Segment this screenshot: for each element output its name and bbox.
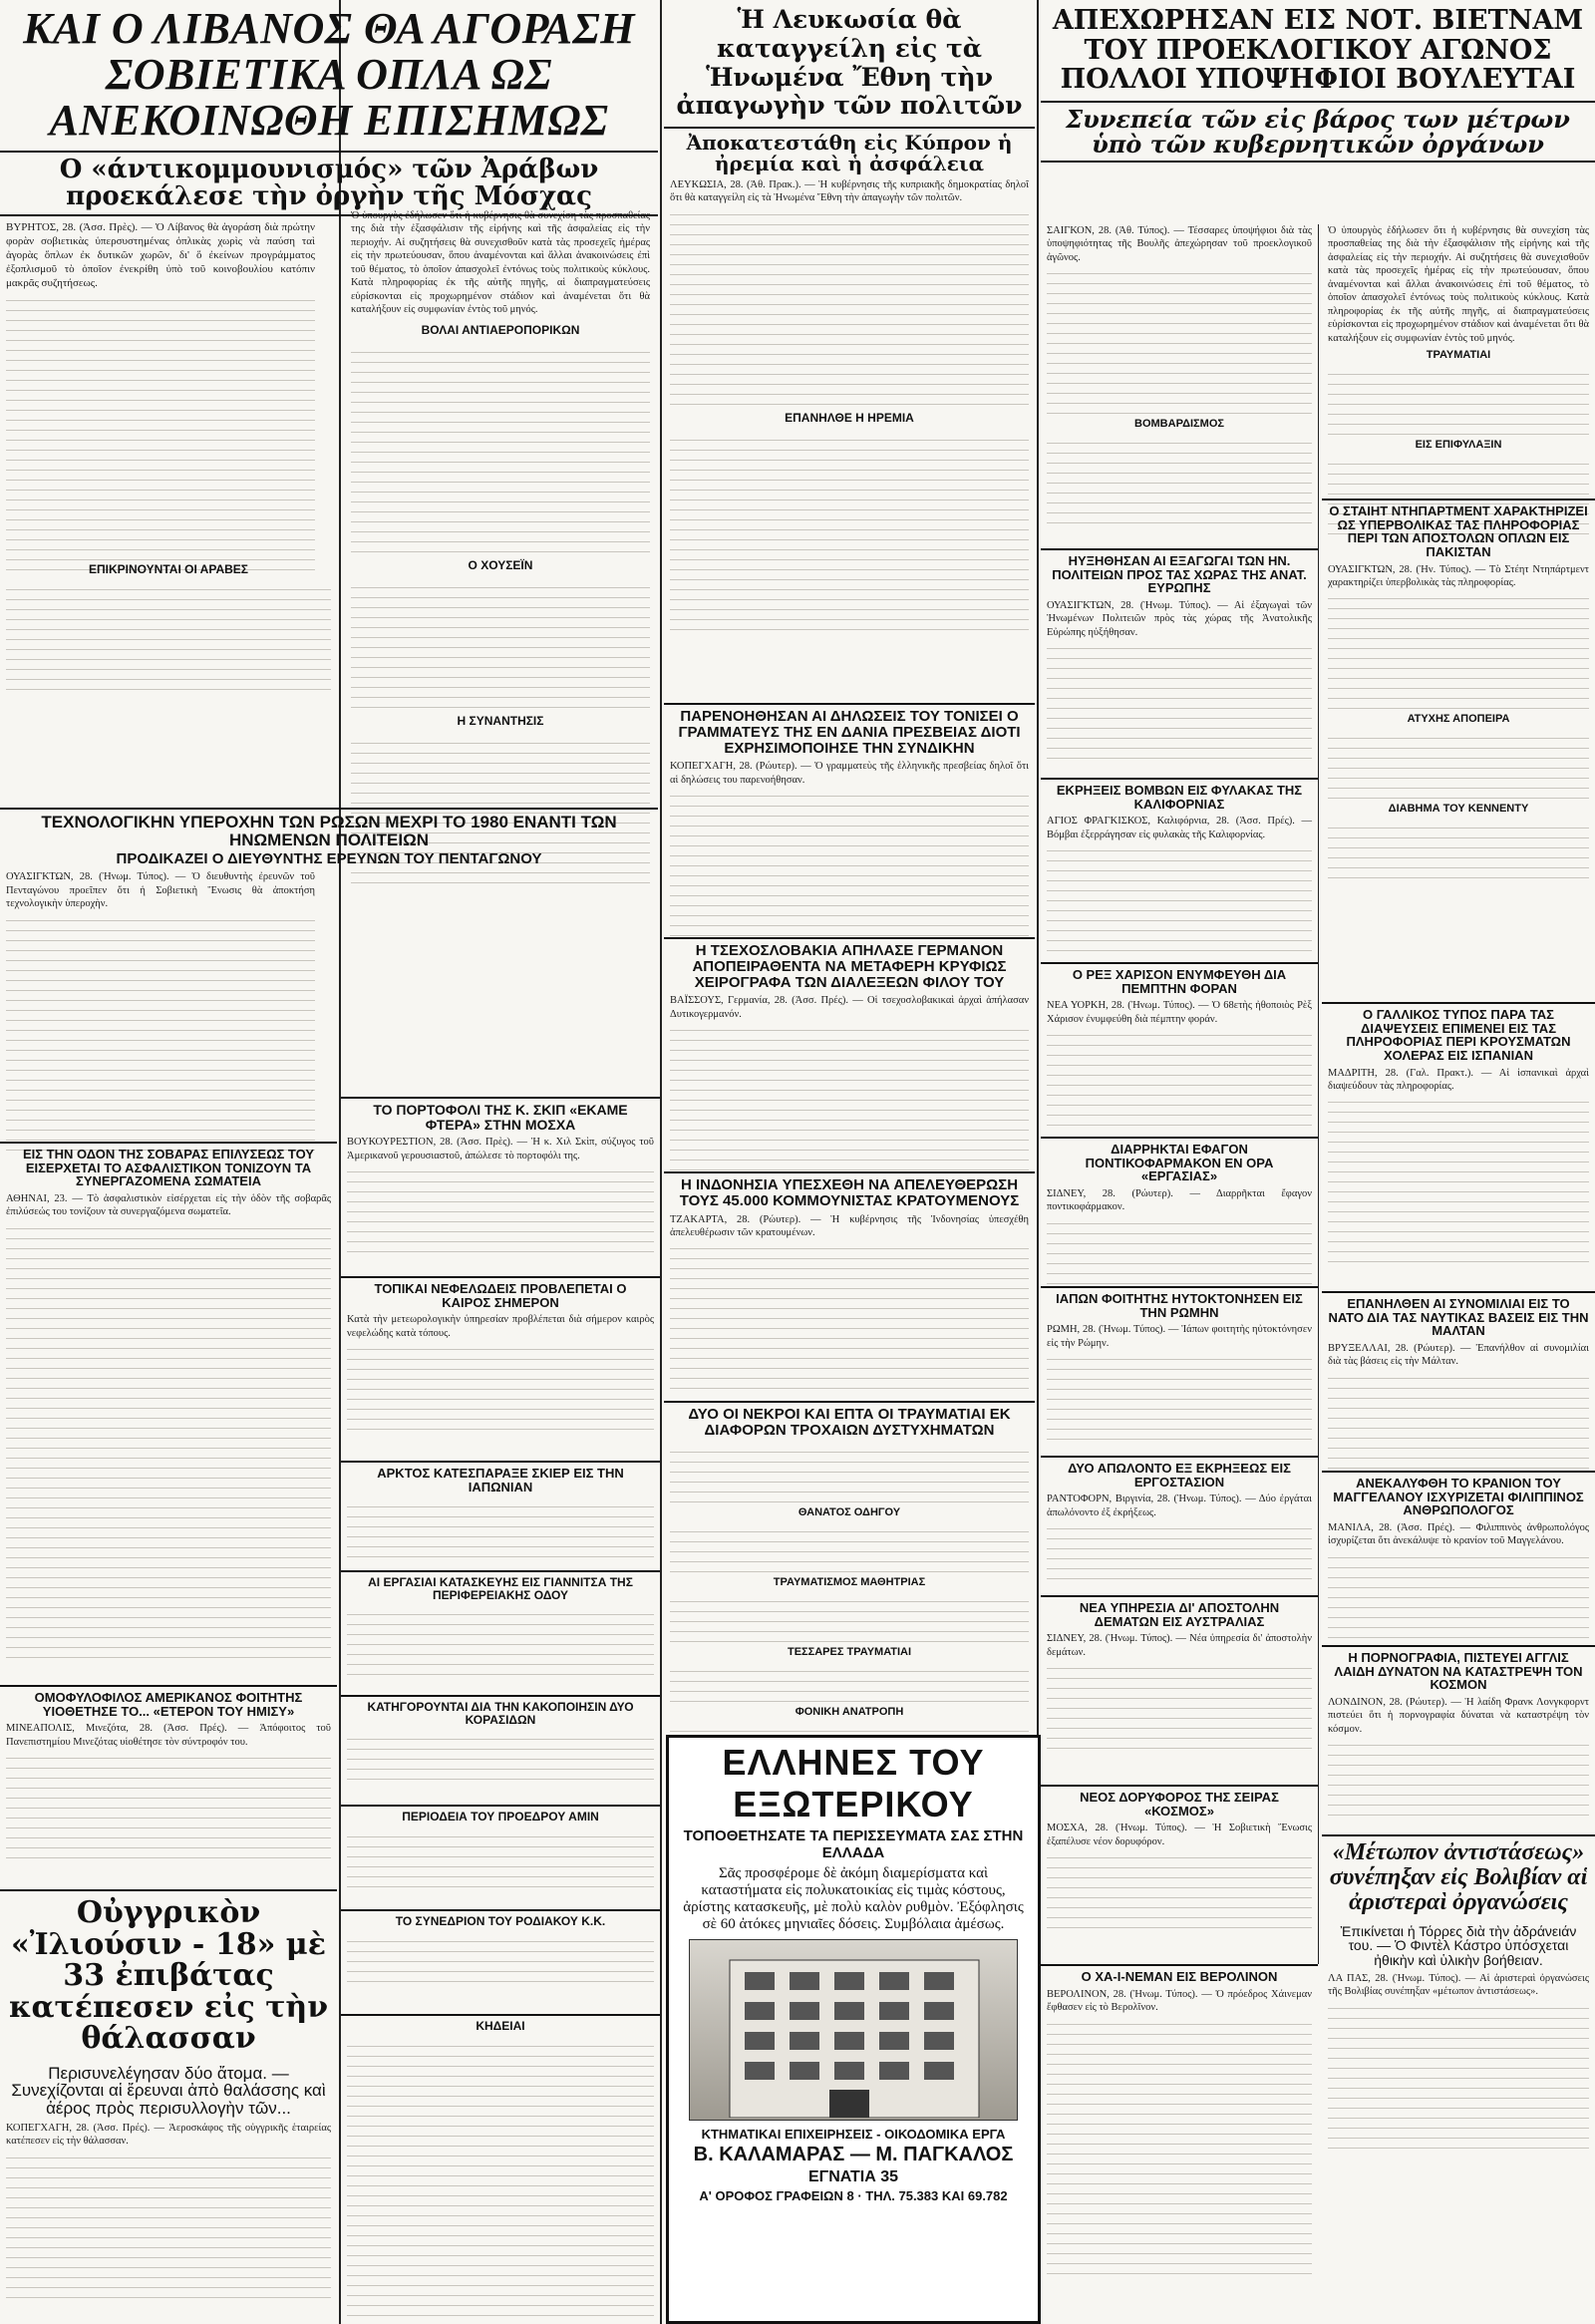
kosmos-dateline: ΜΟΣΧΑ, 28. (Ἡνωμ. Τύπος). — Ἡ Σοβιετικὴ Ἕνωσις ἐξαπέλυσε νέον δορυφόρον. — [1047, 1823, 1312, 1847]
tonisi-headline: ΠΑΡΕΝΟΗΘΗΣΑΝ ΑΙ ΔΗΛΩΣΕΙΣ ΤΟΥ ΤΟΝΙΣΕΙ Ο ΓΡΑΜΜΑΤΕΥΣ ΤΗΣ ΕΝ ΔΑΝΙΑ ΠΡΕΣΒΕΙΑΣ ΔΙΟΤΙ ΕΧΡΗΣΙΜΟΠΟΙΗΣΕ ΤΗΝ ΣΥΝΔΙΚΗΝ — [678, 708, 1021, 757]
japanese-dateline: ΡΩΜΗ, 28. (Ἡνωμ. Τύπος). — Ἰάπων φοιτητὴς ηὐτοκτόνησεν εἰς τὴν Ρώμην. — [1047, 1324, 1312, 1349]
kosmos-headline: ΝΕΟΣ ΔΟΡΥΦΟΡΟΣ ΤΗΣ ΣΕΙΡΑΣ «ΚΟΣΜΟΣ» — [1080, 1790, 1279, 1819]
cholera-dateline: ΜΑΔΡΙΤΗ, 28. (Γαλ. Πρακτ.). — Αἱ ἱσπανικαὶ ἀρχαὶ διαψεύδουν τὰς πληροφορίας. — [1328, 1067, 1589, 1092]
accidents-sub3: ΤΕΣΣΑΡΕΣ ΤΡΑΥΜΑΤΙΑΙ — [787, 1645, 912, 1658]
czech-section — [664, 937, 1035, 1170]
lebanon-dateline: ΒΥΡΗΤΟΣ, 28. (Ἀσσ. Πρὲς). — Ὁ Λίβανος θὰ ἀγοράση διὰ πρώτην φορὰν σοβιετικὰς ὑπερσυστημένας ὁπλικὰς χωρὶς νὰ παύση ταὶ ἀγορὰς ὅπλων ἐκ δυτικῶν χωρῶν, δι' ὅ ἐκείνων προγράμματος ἐξοπλισμοῦ τὸ ὁποῖον ἐνεκρίθη ὑπὸ τοῦ κοινοβουλίου κατόπιν μακρᾶς συζητήσεως. — [6, 221, 315, 290]
factory-dateline: ΡΑΝΤΟΦΟΡΝ, Βιργινία, 28. (Ἡνωμ. Τύπος). — Δύο ἐργάται ἀπωλόνοντο ἐξ ἐκρήξεως. — [1047, 1494, 1312, 1518]
porn-section — [1322, 1645, 1595, 1816]
tonisi-dateline: ΚΟΠΕΓΧΑΓΗ, 28. (Ρώυτερ). — Ὁ γραμματεὺς τῆς ἑλληνικῆς πρεσβείας δηλοῖ ὅτι αἱ δηλώσεις του παρενοήθησαν. — [670, 761, 1029, 786]
vietnam-continued-text: Ὁ ὑπουργὸς ἐδήλωσεν ὅτι ἡ κυβέρνησις θὰ συνεχίση τὰς προσπαθείας της διὰ τὴν ἐξασφάλισιν τῆς εἰρήνης καὶ τῆς ἀσφαλείας εἰς τὴν περιοχήν. Αἱ συζητήσεις θὰ συνεχισθοῦν κατὰ τὰς προσεχεῖς ἡμέρας εἰς τὴν πρωτεύουσαν, ὅπου ἀναμένονται καὶ ἄλλαι ἀνακοινώσεις ἐπὶ τοῦ θέματος, τὸ ὁποῖον ἀπασχολεῖ ἐντόνως τοὺς πολιτικοὺς κύκλους. Κατὰ πληροφορίας ἐκ τῆς αὐτῆς πηγῆς, αἱ διαπραγματεύσεις εὑρίσκονται εἰς προχωρημένον στάδιον καὶ ἀναμένεται ὅτι θὰ καταλήξουν εἰς συμφωνίαν ἐντὸς τοῦ μηνός. — [1328, 225, 1589, 344]
accidents-sub4: ΦΟΝΙΚΗ ΑΝΑΤΡΟΠΗ — [795, 1705, 904, 1718]
lebanon-subhead: Ο «άντικομμουνισμός» τῶν Ἀράβων προεκάλεσε τὴν ὀργὴν τῆς Μόσχας — [0, 151, 658, 217]
strike-headline: ΕΙΣ ΤΗΝ ΟΔΟΝ ΤΗΣ ΣΟΒΑΡΑΣ ΕΠΙΛΥΣΕΩΣ ΤΟΥ ΕΙΣΕΡΧΕΤΑΙ ΤΟ ΑΣΦΑΛΙΣΤΙΚΟΝ ΤΟΝΙΖΟΥΝ ΤΑ ΣΥΝΕΡΓΑΖΟΜΕΝΑ ΣΩΜΑΤΕΙΑ — [22, 1147, 315, 1189]
works-body-text — [347, 1605, 654, 1675]
works-section — [341, 1570, 660, 1675]
indonesia-dateline: ΤΖΑΚΑΡΤΑ, 28. (Ρώυτερ). — Ἡ κυβέρνησις τῆς Ἰνδονησίας ὑπεσχέθη ἀπελευθέρωσιν τῶν κρατουμένων. — [670, 1213, 1029, 1238]
lefkosia-body-text — [670, 205, 1029, 405]
accidents-sub2-text — [670, 1592, 1029, 1642]
vietnam-headline: ΑΠΕΧΩΡΗΣΑΝ ΕΙΣ ΝΟΤ. ΒΙΕΤΝΑΜ ΤΟΥ ΠΡΟΕΚΛΟΓΙΚΟΥ ΑΓΩΝΟΣ ΠΟΛΛΟΙ ΥΠΟΨΗΦΙΟΙ ΒΟΥΛΕΥΤΑΙ — [1052, 5, 1584, 96]
exports-dateline: ΟΥΑΣΙΓΚΤΩΝ, 28. (Ἡνωμ. Τύπος). — Αἱ ἐξαγωγαὶ τῶν Ἡνωμένων Πολιτειῶν πρὸς τὰς χώρας τῆς Ἀνατολικῆς Εὐρώπης ηὐξήθησαν. — [1047, 599, 1312, 638]
nato-section — [1322, 1291, 1595, 1469]
pakistan-section — [1322, 498, 1595, 878]
bombs-body-text — [1047, 841, 1312, 951]
powder-section — [1041, 1137, 1318, 1284]
tech-body-text — [6, 911, 315, 1151]
amin-headline: ΠΕΡΙΟΔΕΙΑ ΤΟΥ ΠΡΟΕΔΡΟΥ ΑΜΙΝ — [402, 1810, 599, 1824]
magellan-section — [1322, 1471, 1595, 1638]
accidents-body-text — [670, 1443, 1029, 1502]
works-headline: ΑΙ ΕΡΓΑΣΙΑΙ ΚΑΤΑΣΚΕΥΗΣ ΕΙΣ ΓΙΑΝΝΙΤΣΑ ΤΗΣ ΠΕΡΙΦΕΡΕΙΑΚΗΣ ΟΔΟΥ — [368, 1575, 633, 1602]
ad-subtitle: ΤΟΠΟΘΕΤΗΣΑΤΕ ΤΑ ΠΕΡΙΣΣΕΥΜΑΤΑ ΣΑΣ ΣΤΗΝ ΕΛΛΑΔΑ — [683, 1827, 1024, 1861]
accidents-sub2: ΤΡΑΥΜΑΤΙΣΜΟΣ ΜΑΘΗΤΡΙΑΣ — [773, 1575, 926, 1588]
vietnam-col-a — [1041, 224, 1318, 523]
ad-street: ΕΓΝΑΤΙΑ 35 — [807, 2168, 899, 2185]
kideiai-headline: ΚΗΔΕΙΑΙ — [476, 2019, 525, 2033]
vietnam-epifylaxi-subtitle: ΕΙΣ ΕΠΙΦΥΛΑΞΙΝ — [1415, 438, 1502, 451]
weather-section — [341, 1276, 660, 1430]
porn-body-text — [1328, 1736, 1589, 1816]
synedrion-section — [341, 1909, 660, 1987]
portofoli-headline: ΤΟ ΠΟΡΤΟΦΟΛΙ ΤΗΣ Κ. ΣΚΙΠ «ΕΚΑΜΕ ΦΤΕΡΑ» ΣΤΗΝ ΜΟΣΧΑ — [373, 1102, 628, 1133]
pakistan-sub1: ΑΤΥΧΗΣ ΑΠΟΠΕΙΡΑ — [1407, 713, 1510, 726]
factory-headline: ΔΥΟ ΑΠΩΛΟΝΤΟ ΕΞ ΕΚΡΗΞΕΩΣ ΕΙΣ ΕΡΓΟΣΤΑΣΙΟΝ — [1068, 1461, 1291, 1490]
accidents-sub3-text — [670, 1662, 1029, 1702]
bolivia-headline: «Μέτωπον ἀντιστάσεως» συνέπηξαν εἰς Βολιβίαν αἱ ἀριστεραὶ ὀργανώσεις — [1329, 1839, 1588, 1916]
japanese-headline: ΙΑΠΩΝ ΦΟΙΤΗΤΗΣ ΗΥΤΟΚΤΟΝΗΣΕΝ ΕΙΣ ΤΗΝ ΡΩΜΗΝ — [1056, 1291, 1303, 1320]
synedrion-headline: ΤΟ ΣΥΝΕΔΡΙΟΝ ΤΟΥ ΡΟΔΙΑΚΟΥ Κ.Κ. — [395, 1914, 606, 1928]
lefkosia-calm-subtitle: ΕΠΑΝΗΛΘΕ Η ΗΡΕΜΙΑ — [785, 410, 914, 425]
vietnam-body-text — [1047, 264, 1312, 414]
xouseyn-subtitle: Ο ΧΟΥΣΕΪΝ — [468, 557, 533, 572]
pakistan-headline: Ο ΣΤΑΙΗΤ ΝΤΗΠΑΡΤΜΕΝΤ ΧΑΡΑΚΤΗΡΙΖΕΙ ΩΣ ΥΠΕΡΒΟΛΙΚΑΣ ΤΑΣ ΠΛΗΡΟΦΟΡΙΑΣ ΠΕΡΙ ΤΩΝ ΑΠΟΣΤΟΛΩΝ ΟΠΛΩΝ ΕΙΣ ΠΑΚΙΣΤΑΝ — [1329, 503, 1588, 559]
cholera-body-text — [1328, 1093, 1589, 1262]
strike-section — [0, 1142, 337, 1658]
nato-headline: ΕΠΑΝΗΛΘΕΝ ΑΙ ΣΥΝΟΜΙΛΙΑΙ ΕΙΣ ΤΟ ΝΑΤΟ ΔΙΑ ΤΑΣ ΝΑΥΤΙΚΑΣ ΒΑΣΕΙΣ ΕΙΣ ΤΗΝ ΜΑΛΤΑΝ — [1328, 1296, 1589, 1339]
porn-dateline: ΛΟΝΔΙΝΟΝ, 28. (Ρώυτερ). — Ἡ λαίδη Φρανκ Λονγκφορντ πιστεύει ὅτι ἡ πορνογραφία δύναται νὰ καταστρέψη τὸν κόσμον. — [1328, 1696, 1589, 1735]
building-illustration — [689, 1939, 1018, 2121]
army-body-text — [351, 343, 650, 552]
factory-body-text — [1047, 1519, 1312, 1579]
vietnam-col-b — [1322, 224, 1595, 534]
ad-body: Σᾶς προσφέρομε δὲ ἀκόμη διαμερίσματα καὶ καταστήματα εἰς πολυκατοικίας εἰς τιμὰς κόστους, ἀρίστης κατασκευῆς, μὲ πολὺ καλὸν ρυθμὸν. Ἐξόφλησις σὲ 60 ἀτόκες μηνιαῖες δόσεις. Συμβόλαια ἀμέσως. — [683, 1865, 1024, 1932]
accidents-section — [664, 1401, 1035, 1762]
accidents-sub1: ΘΑΝΑΤΟΣ ΟΔΗΓΟΥ — [798, 1505, 901, 1518]
bolivia-section — [1322, 1834, 1595, 2149]
weather-dateline: Κατὰ τὴν μετεωρολογικὴν ὑπηρεσίαν προβλέπεται διὰ σήμερον καιρὸς νεφελώδης κατὰ τόπους. — [347, 1314, 654, 1339]
accidents-sub1-text — [670, 1522, 1029, 1572]
czech-body-text — [670, 1021, 1029, 1170]
vietnam-trauma-text — [1328, 365, 1589, 435]
tech-dateline: ΟΥΑΣΙΓΚΤΩΝ, 28. (Ἡνωμ. Τύπος). — Ὁ διευθυντὴς ἐρευνῶν τοῦ Πενταγώνου προεῖπεν ὅτι ἡ Σοβιετικὴ Ἕνωσις θὰ ἀποκτήση τεχνολογικὴν ὑπεροχὴν. — [6, 871, 315, 910]
left-mid-column — [345, 209, 656, 883]
harrison-dateline: ΝΕΑ ΥΟΡΚΗ, 28. (Ἡνωμ. Τύπος). — Ὁ 68ετὴς ἠθοποιὸς Ρὲξ Χάρισον ἐνυμφεύθη διὰ πέμπτην φοράν. — [1047, 1000, 1312, 1025]
army-subtitle: ΒΟΛΑΙ ΑΝΤΙΑΕΡΟΠΟΡΙΚΩΝ — [421, 322, 580, 337]
plane-headline: Οὐγγρικὸν «Ἰλιούσιν - 18» μὲ 33 ἐπιβάτας κατέπεσεν εἰς τὴν θάλασσαν — [8, 1895, 329, 2056]
newservice-body-text — [1047, 1659, 1312, 1749]
kideiai-body-text — [347, 2037, 654, 2316]
bombs-section — [1041, 778, 1318, 951]
kosmos-body-text — [1047, 1848, 1312, 1928]
amin-body-text — [347, 1827, 654, 1887]
powder-dateline: ΣΙΔΝΕΥ, 28. (Ρώυτερ). — Διαρρῆκται ἔφαγον ποντικοφάρμακον. — [1047, 1187, 1312, 1213]
vietnam-subhead: Συνεπεία τῶν εἰς βάρος των μέτρων ὑπὸ τῶν κυβερνητικῶν ὀργάνων — [1041, 101, 1595, 163]
pakistan-sub1-text — [1328, 729, 1589, 799]
building-icon — [690, 1940, 1017, 2118]
xa-neman-section — [1041, 1964, 1318, 2274]
xa-neman-headline: Ο ΧΑ-Ι-ΝΕΜΑΝ ΕΙΣ ΒΕΡΟΛΙΝΟΝ — [1081, 1969, 1278, 1984]
ad-title: ΕΛΛΗΝΕΣ ΤΟΥ ΕΞΩΤΕΡΙΚΟΥ — [722, 1742, 985, 1825]
xa-neman-body-text — [1047, 2015, 1312, 2274]
plane-section — [0, 1889, 337, 2298]
student-dateline: ΜΙΝΕΑΠΟΛΙΣ, Μινεζότα, 28. (Ἀσσ. Πρές). — Ἀπόφοιτος τοῦ Πανεπιστημίου Μινεζότας υἱοθέτησε τὸν σύντροφόν του. — [6, 1723, 331, 1748]
exports-body-text — [1047, 639, 1312, 759]
lebanon-continued-text: Ὁ ὑπουργὸς ἐδήλωσεν ὅτι ἡ κυβέρνησις θὰ συνεχίση τὰς προσπαθείας της διὰ τὴν ἐξασφάλισιν τῆς εἰρήνης καὶ τῆς ἀσφαλείας εἰς τὴν περιοχήν. Αἱ συζητήσεις θὰ συνεχισθοῦν κατὰ τὰς προσεχεῖς ἡμέρας εἰς τὴν πρωτεύουσαν, ὅπου ἀναμένονται καὶ ἄλλαι ἀνακοινώσεις ἐπὶ τοῦ θέματος, τὸ ὁποῖον ἀπασχολεῖ ἐντόνως τοὺς πολιτικοὺς κύκλους. Κατὰ πληροφορίας ἐκ τῆς αὐτῆς πηγῆς, αἱ διαπραγματεύσεις εὑρίσκονται εἰς προχωρημένον στάδιον καὶ ἀναμένεται ὅτι θὰ καταλήξουν εἰς συμφωνίαν ἐντὸς τοῦ μηνός. — [351, 210, 650, 316]
powder-body-text — [1047, 1214, 1312, 1284]
arktos-headline: ΑΡΚΤΟΣ ΚΑΤΕΣΠΑΡΑΞΕ ΣΚΙΕΡ ΕΙΣ ΤΗΝ ΙΑΠΩΝΙΑΝ — [377, 1466, 624, 1494]
tonisi-body-text — [670, 787, 1029, 936]
bombs-headline: ΕΚΡΗΞΕΙΣ ΒΟΜΒΩΝ ΕΙΣ ΦΥΛΑΚΑΣ ΤΗΣ ΚΑΛΙΦΟΡΝΙΑΣ — [1056, 783, 1303, 812]
bolivia-dateline: ΛΑ ΠΑΣ, 28. (Ἡνωμ. Τύπος). — Αἱ ἀριστεραὶ ὀργανώσεις τῆς Βολιβίας συνέπηξαν «μέτωπον ἀντιστάσεως». — [1328, 1972, 1589, 1998]
newservice-dateline: ΣΙΔΝΕΥ, 28. (Ἡνωμ. Τύπος). — Νέα ὑπηρεσία δι' ἀποστολὴν δεμάτων. — [1047, 1633, 1312, 1658]
plane-dateline: ΚΟΠΕΓΧΑΓΗ, 28. (Ἀσσ. Πρές). — Ἀεροσκάφος τῆς οὐγγρικῆς ἑταιρείας κατέπεσεν εἰς τὴν θάλασσαν. — [6, 2123, 331, 2148]
newservice-section — [1041, 1595, 1318, 1749]
harrison-headline: Ο ΡΕΞ ΧΑΡΙΣΟΝ ΕΝΥΜΦΕΥΘΗ ΔΙΑ ΠΕΜΠΤΗΝ ΦΟΡΑΝ — [1072, 967, 1287, 996]
arabs-subtitle: ΕΠΙΚΡΙΝΟΥΝΤΑΙ ΟΙ ΑΡΑΒΕΣ — [89, 562, 248, 576]
plane-subhead: Περισυνελέγησαν δύο ἄτομα. — Συνεχίζονται αἱ ἔρευναι ἀπὸ θαλάσσης καὶ ἀέρος πρὸς περισυλλογὴν τῶν... — [11, 2063, 326, 2119]
bolivia-subhead: Ἐπικίνεται ἡ Τόρρες διὰ τὴν ἀδράνειάν του. — Ὁ Φιντὲλ Κάστρο ὑπόσχεται ἠθικὴν καὶ ὑλικὴν βοήθειαν. — [1340, 1922, 1577, 1968]
synedrion-body-text — [347, 1932, 654, 1987]
vietnam-trauma-subtitle: ΤΡΑΥΜΑΤΙΑΙ — [1426, 348, 1491, 361]
newservice-headline: ΝΕΑ ΥΠΗΡΕΣΙΑ ΔΙ' ΑΠΟΣΤΟΛΗΝ ΔΕΜΑΤΩΝ ΕΙΣ ΑΥΣΤΡΑΛΙΑΣ — [1079, 1600, 1280, 1629]
column-rule — [1318, 224, 1319, 1964]
japanese-body-text — [1047, 1350, 1312, 1440]
lefkosia-dateline: ΛΕΥΚΩΣΙΑ, 28. (Ἀθ. Πρακ.). — Ἡ κυβέρνησις τῆς κυπριακῆς δημοκρατίας δηλοῖ ὅτι θὰ καταγγείλη εἰς τὰ Ἡνωμένα Ἔθνη τὴν ἀπαγωγὴν τῶν πολιτῶν. — [670, 179, 1029, 204]
kideiai-section — [341, 2014, 660, 2316]
pakistan-body-text — [1328, 589, 1589, 709]
nato-dateline: ΒΡΥΞΕΛΛΑΙ, 28. (Ρώυτερ). — Ἐπανήλθον αἱ συνομιλίαι διὰ τὰς βάσεις εἰς τὴν Μάλταν. — [1328, 1342, 1589, 1368]
kakopoiisi-headline: ΚΑΤΗΓΟΡΟΥΝΤΑΙ ΔΙΑ ΤΗΝ ΚΑΚΟΠΟΙΗΣΙΝ ΔΥΟ ΚΟΡΑΣΙΔΩΝ — [367, 1700, 634, 1727]
indonesia-section — [664, 1171, 1035, 1389]
factory-section — [1041, 1456, 1318, 1579]
synantisi-subtitle: Η ΣΥΝΑΝΤΗΣΙΣ — [457, 713, 544, 728]
ad-firm: Β. ΚΑΛΑΜΑΡΑΣ — Μ. ΠΑΓΚΑΛΟΣ — [693, 2144, 1014, 2165]
harrison-body-text — [1047, 1026, 1312, 1126]
lebanon-headline: ΚΑΙ Ο ΛΙΒΑΝΟΣ ΘΑ ΑΓΟΡΑΣΗ ΣΟΒΙΕΤΙΚΑ ΟΠΛΑ ΩΣ ΑΝΕΚΟΙΝΩΘΗ ΕΠΙΣΗΜΩΣ — [23, 4, 635, 146]
lebanon-body-text — [6, 291, 315, 570]
magellan-dateline: ΜΑΝΙΛΑ, 28. (Ἀσσ. Πρές). — Φιλιππινὸς ἀνθρωπολόγος ἰσχυρίζεται ὅτι ἀνεκάλυψε τὸ κρανίον τοῦ Μαγγελάνου. — [1328, 1521, 1589, 1547]
arktos-section — [341, 1461, 660, 1557]
real-estate-ad — [666, 1735, 1041, 2324]
magellan-headline: ΑΝΕΚΑΛΥΦΘΗ ΤΟ ΚΡΑΝΙΟΝ ΤΟΥ ΜΑΓΓΕΛΑΝΟΥ ΙΣΧΥΡΙΖΕΤΑΙ ΦΙΛΙΠΠΙΝΟΣ ΑΝΘΡΩΠΟΛΟΓΟΣ — [1333, 1476, 1584, 1518]
xa-neman-dateline: ΒΕΡΟΛΙΝΟΝ, 28. (Ἡνωμ. Τύπος). — Ὁ πρόεδρος Χάινεμαν ἔφθασεν εἰς τὸ Βερολῖνον. — [1047, 1988, 1312, 2014]
kakopoiisi-section — [341, 1695, 660, 1780]
xouseyn-body-text — [351, 578, 650, 708]
pakistan-sub2-text — [1328, 819, 1589, 878]
column-rule — [660, 0, 662, 2324]
czech-dateline: ΒΑΪΣΣΟΥΣ, Γερμανία, 28. (Ἀσσ. Πρές). — Οἱ τσεχοσλοβακικαὶ ἀρχαὶ ἀπήλασαν Δυτικογερμανόν. — [670, 995, 1029, 1020]
portofoli-dateline: ΒΟΥΚΟΥΡΕΣΤΙΟΝ, 28. (Ἀσσ. Πρὲς). — Ἡ κ. Χιλ Σκὶπ, σύζυγος τοῦ Ἀμερικανοῦ γερουσιαστοῦ, ἀπώλεσε τὸ πορτοφόλι της. — [347, 1137, 654, 1162]
hungary-gap-section — [1041, 548, 1318, 759]
pakistan-sub2: ΔΙΑΒΗΜΑ ΤΟΥ ΚΕΝΝΕΝΤΥ — [1388, 803, 1529, 816]
porn-headline: Η ΠΟΡΝΟΓΡΑΦΙΑ, ΠΙΣΤΕΥΕΙ ΑΓΓΛΙΣ ΛΑΙΔΗ ΔΥΝΑΤΟΝ ΝΑ ΚΑΤΑΣΤΡΕΨΗ ΤΟΝ ΚΟΣΜΟΝ — [1334, 1650, 1583, 1693]
tech-subhead: ΠΡΟΔΙΚΑΖΕΙ Ο ΔΙΕΥΘΥΝΤΗΣ ΕΡΕΥΝΩΝ ΤΟΥ ΠΕΝΤΑΓΩΝΟΥ — [116, 849, 542, 867]
lefkosia-calm-body-text — [670, 431, 1029, 630]
lefkosia-headline: Ἡ Λευκωσία θὰ καταγγείλη εἰς τὰ Ἡνωμένα Ἔθνη τὴν ἀπαγωγὴν τῶν πολιτῶν — [676, 5, 1023, 121]
vietnam-dateline: ΣΑΙΓΚΟΝ, 28. (Ἀθ. Τύπος). — Τέσσαρες ὑποψήφιοι διὰ τὰς ὑποψηφιότητας τῆς Βουλῆς ἀπεχώρησαν τοῦ προεκλογικοῦ ἀγῶνος. — [1047, 225, 1312, 263]
student-section — [0, 1685, 337, 1858]
magellan-body-text — [1328, 1548, 1589, 1638]
weather-body-text — [347, 1340, 654, 1430]
vietnam-section — [1041, 0, 1595, 163]
amin-section — [341, 1805, 660, 1887]
accidents-headline: ΔΥΟ ΟΙ ΝΕΚΡΟΙ ΚΑΙ ΕΠΤΑ ΟΙ ΤΡΑΥΜΑΤΙΑΙ ΕΚ ΔΙΑΦΟΡΩΝ ΤΡΟΧΑΙΩΝ ΔΥΣΤΥΧΗΜΑΤΩΝ — [688, 1406, 1011, 1439]
nato-body-text — [1328, 1369, 1589, 1469]
indonesia-headline: Η ΙΝΔΟΝΗΣΙΑ ΥΠΕΣΧΕΘΗ ΝΑ ΑΠΕΛΕΥΘΕΡΩΣΗ ΤΟΥΣ 45.000 ΚΟΜΜΟΥΝΙΣΤΑΣ ΚΡΑΤΟΥΜΕΝΟΥΣ — [679, 1176, 1020, 1209]
lefkosia-subhead: Ἀποκατεστάθη εἰς Κύπρον ἡ ἠρεμία καὶ ἡ ἀσφάλεια — [664, 127, 1035, 178]
ad-phone: Α' ΟΡΟΦΟΣ ΓΡΑΦΕΙΩΝ 8 · ΤΗΛ. 75.383 ΚΑΙ 69.782 — [699, 2188, 1008, 2203]
vietnam-bombardments-text — [1047, 434, 1312, 523]
bombs-dateline: ΑΓΙΟΣ ΦΡΑΓΚΙΣΚΟΣ, Καλιφόρνια, 28. (Ἀσσ. Πρές). — Βόμβαι ἐξερράγησαν εἰς φυλακὰς τῆς Καλιφορνίας. — [1047, 816, 1312, 840]
lefkosia-column — [664, 0, 1035, 630]
powder-headline: ΔΙΑΡΡΗΚΤΑΙ ΕΦΑΓΟΝ ΠΟΝΤΙΚΟΦΑΡΜΑΚΟΝ ΕΝ ΟΡΑ «ΕΡΓΑΣΙΑΣ» — [1085, 1142, 1274, 1184]
portofoli-body-text — [347, 1162, 654, 1252]
arktos-body-text — [347, 1497, 654, 1557]
harrison-section — [1041, 962, 1318, 1126]
pakistan-dateline: ΟΥΑΣΙΓΚΤΩΝ, 28. (Ἡν. Τύπος). — Τὸ Στέητ Ντηπάρτμεντ χαρακτηρίζει ὑπερβολικὰς τὰς πληροφορίας. — [1328, 563, 1589, 588]
czech-headline: Η ΤΣΕΧΟΣΛΟΒΑΚΙΑ ΑΠΗΛΑΣΕ ΓΕΡΜΑΝΟΝ ΑΠΟΠΕΙΡΑΘΕΝΤΑ ΝΑ ΜΕΤΑΦΕΡΗ ΚΡΥΦΙΩΣ ΧΕΙΡΟΓΡΑΦΑ ΤΩΝ ΔΙΑΛΕΞΕΩΝ ΦΙΛΟΥ ΤΟΥ — [692, 942, 1007, 991]
portofoli-section — [341, 1097, 660, 1252]
kosmos-section — [1041, 1785, 1318, 1928]
ad-caption: ΚΤΗΜΑΤΙΚΑΙ ΕΠΙΧΕΙΡΗΣΕΙΣ - ΟΙΚΟΔΟΜΙΚΑ ΕΡΓΑ — [701, 2127, 1006, 2142]
tech-headline: ΤΕΧΝΟΛΟΓΙΚΗΝ ΥΠΕΡΟΧΗΝ ΤΩΝ ΡΩΣΩΝ ΜΕΧΡΙ ΤΟ 1980 ΕΝΑΝΤΙ ΤΩΝ ΗΝΩΜΕΝΩΝ ΠΟΛΙΤΕΙΩΝ — [41, 813, 617, 849]
student-headline: ΟΜΟΦΥΛΟΦΙΛΟΣ ΑΜΕΡΙΚΑΝΟΣ ΦΟΙΤΗΤΗΣ ΥΙΟΘΕΤΗΣΕ ΤΟ... «ΕΤΕΡΟΝ ΤΟΥ ΗΜΙΣΥ» — [34, 1690, 303, 1719]
arabs-body-text — [6, 580, 331, 690]
indonesia-body-text — [670, 1239, 1029, 1389]
weather-headline: ΤΟΠΙΚΑΙ ΝΕΦΕΛΩΔΕΙΣ ΠΡΟΒΛΕΠΕΤΑΙ Ο ΚΑΙΡΟΣ ΣΗΜΕΡΟΝ — [374, 1281, 627, 1310]
strike-body-text — [6, 1219, 331, 1658]
exports-headline: ΗΥΞΗΘΗΣΑΝ ΑΙ ΕΞΑΓΩΓΑΙ ΤΩΝ ΗΝ. ΠΟΛΙΤΕΙΩΝ ΠΡΟΣ ΤΑΣ ΧΩΡΑΣ ΤΗΣ ΑΝΑΤ. ΕΥΡΩΠΗΣ — [1052, 553, 1307, 596]
arabs-section — [0, 558, 337, 690]
student-body-text — [6, 1749, 331, 1858]
tonisi-section — [664, 703, 1035, 936]
kakopoiisi-body-text — [347, 1730, 654, 1780]
vietnam-bombardments-subtitle: ΒΟΜΒΑΡΔΙΣΜΟΣ — [1134, 418, 1224, 431]
japanese-section — [1041, 1286, 1318, 1440]
strike-dateline: ΑΘΗΝΑΙ, 23. — Τὸ ἀσφαλιστικὸν εἰσέρχεται εἰς τὴν ὁδὸν τῆς σοβαρᾶς ἐπιλύσεώς του τονίζουν τὰ συνεργαζόμενα σωματεῖα. — [6, 1192, 331, 1218]
cholera-section — [1322, 1002, 1595, 1262]
bolivia-body-text — [1328, 1999, 1589, 2149]
cholera-headline: Ο ΓΑΛΛΙΚΟΣ ΤΥΠΟΣ ΠΑΡΑ ΤΑΣ ΔΙΑΨΕΥΣΕΙΣ ΕΠΙΜΕΝΕΙ ΕΙΣ ΤΑΣ ΠΛΗΡΟΦΟΡΙΑΣ ΠΕΡΙ ΚΡΟΥΣΜΑΤΩΝ ΧΟΛΕΡΑΣ ΕΙΣ ΙΣΠΑΝΙΑΝ — [1346, 1007, 1571, 1063]
plane-body-text — [6, 2149, 331, 2298]
